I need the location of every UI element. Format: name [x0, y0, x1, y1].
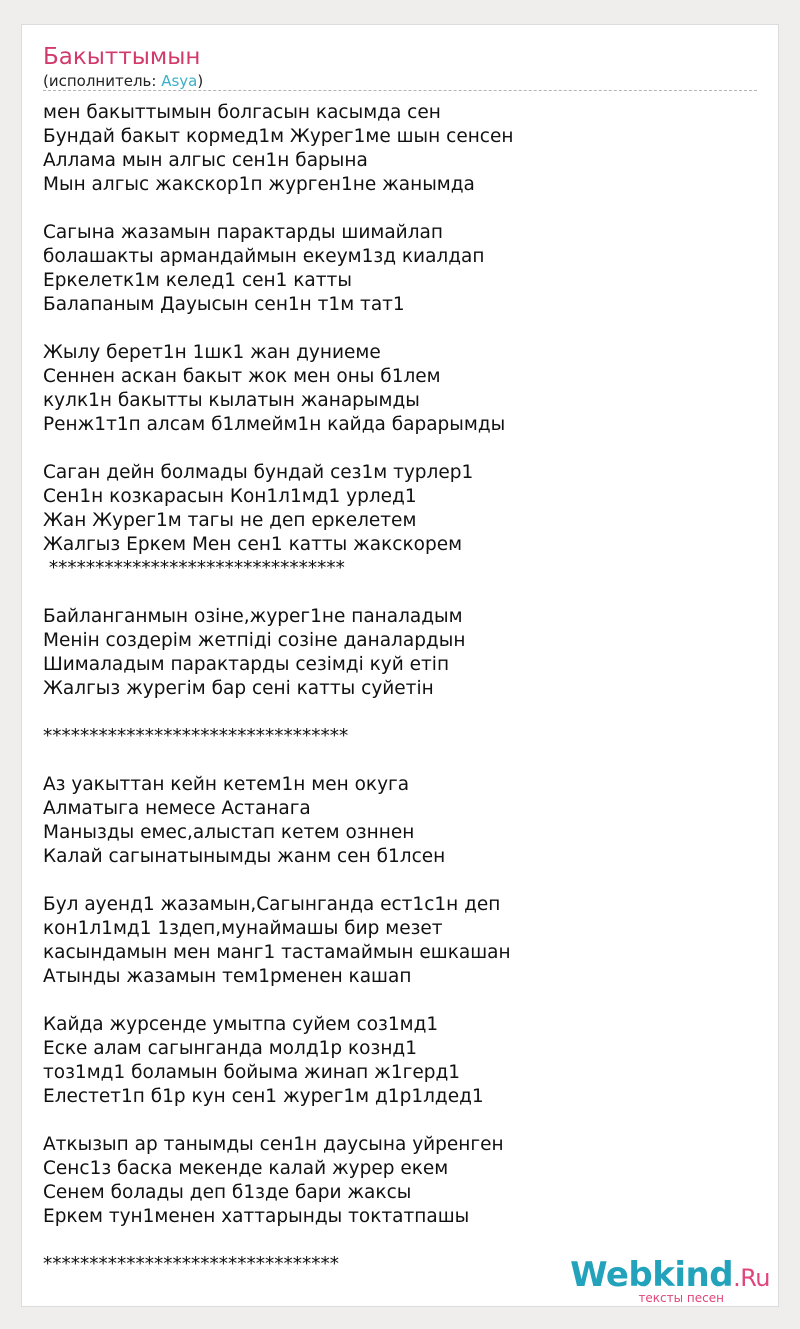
- lyric-line: [43, 317, 763, 341]
- lyric-line: болашакты армандаймын екеум1зд киалдап: [43, 246, 485, 267]
- lyric-line: Аз уакыттан кейн кетем1н мен окуга: [43, 774, 410, 795]
- artist-line: [43, 71, 203, 91]
- site-logo[interactable]: [570, 1257, 770, 1304]
- song-title: Бакыттымын: [43, 44, 201, 70]
- lyric-line: Алматыга немесе Астанага: [43, 798, 311, 819]
- lyric-line: Бул ауенд1 жазамын,Сагынганда ест1с1н деп: [43, 894, 501, 915]
- lyric-line: Шималадым парактарды сезімді куй етіп: [43, 654, 450, 675]
- lyric-line: Бундай бакыт кормед1м Журег1ме шын сенсен: [43, 126, 514, 147]
- lyric-line: Аткызып ар танымды сен1н даусына уйренген: [43, 1134, 504, 1155]
- lyric-line: Сенем болады деп б1зде бари жаксы: [43, 1182, 412, 1203]
- logo-tld: .Ru: [733, 1264, 770, 1292]
- logo-tagline: тексты песен: [638, 1291, 724, 1305]
- lyric-line: Саган дейн болмады бундай сез1м турлер1: [43, 462, 474, 483]
- lyric-line: Жылу берет1н 1шк1 жан дуниеме: [43, 342, 381, 363]
- artist-suffix: ): [197, 72, 204, 90]
- lyric-line: кон1л1мд1 1здеп,мунаймашы бир мезет: [43, 918, 443, 939]
- lyric-line: Балапаным Дауысын сен1н т1м тат1: [43, 294, 405, 315]
- lyric-line: мен бакыттымын болгасын касымда сен: [43, 102, 441, 123]
- lyric-line: Манызды емес,алыстап кетем озннен: [43, 822, 415, 843]
- lyric-line: Мын алгыс жакскор1п журген1не жанымда: [43, 174, 475, 195]
- lyric-line: *********************************: [43, 726, 349, 747]
- lyric-line: касындамын мен манг1 тастамаймын ешкашан: [43, 942, 511, 963]
- lyrics-card: [21, 24, 779, 1307]
- lyric-line: [43, 869, 763, 893]
- artist-link[interactable]: Asya: [161, 72, 198, 90]
- lyric-line: Атынды жазамын тем1рменен кашап: [43, 966, 412, 987]
- lyric-line: [43, 749, 763, 773]
- lyric-line: Сенс1з баска мекенде калай журер екем: [43, 1158, 449, 1179]
- artist-prefix: (исполнитель:: [43, 72, 162, 90]
- lyric-line: Жалгыз Еркем Мен сен1 катты жакскорем: [43, 534, 463, 555]
- lyric-line: кулк1н бакытты кылатын жанарымды: [43, 390, 420, 411]
- title-divider: [43, 90, 757, 91]
- lyric-line: тоз1мд1 боламын бойыма жинап ж1герд1: [43, 1062, 460, 1083]
- lyric-line: [43, 701, 763, 725]
- lyric-line: Еске алам сагынганда молд1р кознд1: [43, 1038, 417, 1059]
- lyric-line: Аллама мын алгыс сен1н барына: [43, 150, 368, 171]
- lyric-line: Кайда журсенде умытпа суйем соз1мд1: [43, 1014, 439, 1035]
- lyric-line: ********************************: [43, 558, 345, 579]
- lyric-line: [43, 1109, 763, 1133]
- lyric-line: [43, 437, 763, 461]
- lyric-line: [43, 989, 763, 1013]
- lyrics-text: [43, 101, 763, 1277]
- lyric-line: Калай сагынатынымды жанм сен б1лсен: [43, 846, 446, 867]
- lyric-line: Сеннен аскан бакыт жок мен оны б1лем: [43, 366, 441, 387]
- lyric-line: Еркем тун1менен хаттарынды токтатпашы: [43, 1206, 470, 1227]
- lyric-line: Еркелетк1м келед1 сен1 катты: [43, 270, 352, 291]
- logo-name: Webkind: [570, 1255, 734, 1295]
- lyric-line: Сагына жазамын парактарды шимайлап: [43, 222, 443, 243]
- lyric-line: Сен1н козкарасын Кон1л1мд1 урлед1: [43, 486, 417, 507]
- lyric-line: Елестет1п б1р кун сен1 журег1м д1р1лдед1: [43, 1086, 484, 1107]
- lyric-line: [43, 581, 763, 605]
- lyric-line: ********************************: [43, 1254, 339, 1275]
- lyric-line: Жан Журег1м тагы не деп еркелетем: [43, 510, 417, 531]
- lyric-line: Менін создерім жетпіді созіне даналардын: [43, 630, 466, 651]
- lyric-line: Ренж1т1п алсам б1лмейм1н кайда бараpымды: [43, 414, 506, 435]
- lyric-line: [43, 197, 763, 221]
- lyric-line: Байланганмын озіне,журег1не паналадым: [43, 606, 463, 627]
- lyric-line: Жалгыз журегім бар сені катты суйетін: [43, 678, 434, 699]
- lyric-line: [43, 1229, 763, 1253]
